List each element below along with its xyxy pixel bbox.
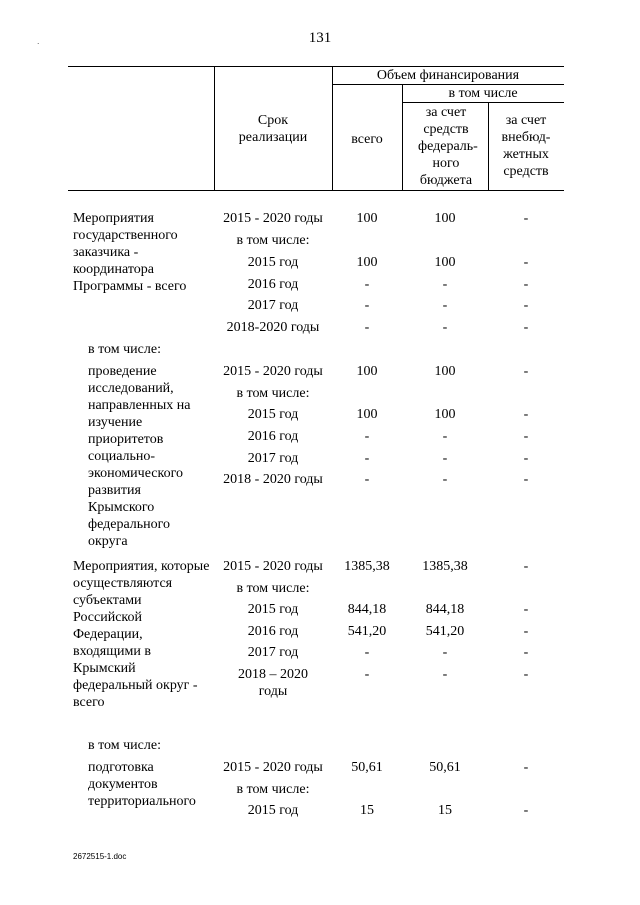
row-extra: - <box>523 624 529 639</box>
section-label: в том числе: <box>88 342 161 357</box>
row-extra: - <box>523 803 529 818</box>
row-total: 844,18 <box>347 602 387 617</box>
row-federal: - <box>442 667 448 682</box>
row-total: - <box>364 298 370 313</box>
header-including: в том числе <box>448 86 518 101</box>
row-federal: 1385,38 <box>422 559 468 574</box>
row-extra: - <box>523 364 529 379</box>
row-total: 50,61 <box>351 760 383 775</box>
section-label: Мероприятия, которые осуществляются субъектами Российской Федерации, входящими в Крымский федеральный округ - всего <box>73 559 210 710</box>
row-period: 2017 год <box>247 645 299 660</box>
row-period: 2016 год <box>247 624 299 639</box>
row-total: - <box>364 645 370 660</box>
header-rule-including <box>402 102 564 103</box>
row-period: 2015 - 2020 годы <box>223 559 323 574</box>
page-number: 131 <box>308 30 332 46</box>
row-extra: - <box>523 559 529 574</box>
row-total: - <box>364 472 370 487</box>
row-period: 2016 год <box>247 277 299 292</box>
row-period: 2017 год <box>247 298 299 313</box>
row-period: 2018 - 2020 годы <box>223 472 323 487</box>
row-total: 541,20 <box>347 624 387 639</box>
header-total: всего <box>351 132 383 147</box>
row-period: в том числе: <box>236 233 310 248</box>
row-extra: - <box>523 760 529 775</box>
section-label: подготовка документов территориального <box>88 760 196 809</box>
row-extra: - <box>523 211 529 226</box>
row-extra: - <box>523 320 529 335</box>
row-extra: - <box>523 667 529 682</box>
section-label: Мероприятия государственного заказчика - координатора Программы - всего <box>73 211 187 294</box>
row-period: 2015 - 2020 годы <box>223 211 323 226</box>
row-federal: 15 <box>438 803 452 818</box>
row-total: - <box>364 667 370 682</box>
row-federal: - <box>442 320 448 335</box>
row-total: 100 <box>356 211 378 226</box>
row-federal: - <box>442 277 448 292</box>
row-period: 2015 - 2020 годы <box>223 364 323 379</box>
row-total: 100 <box>356 255 378 270</box>
row-extra: - <box>523 451 529 466</box>
row-federal: 100 <box>434 364 456 379</box>
row-extra: - <box>523 298 529 313</box>
row-period: в том числе: <box>236 782 310 797</box>
row-period: 2017 год <box>247 451 299 466</box>
row-period: 2015 год <box>247 803 299 818</box>
header-volume: Объем финансирования <box>376 68 520 83</box>
row-total: - <box>364 320 370 335</box>
section-label: проведение исследований, направленных на изучение приоритетов социально-экономического развития Крымского федерального округа <box>88 364 191 549</box>
row-period: 2015 год <box>247 407 299 422</box>
header-term: Срок реализации <box>238 113 308 145</box>
row-federal: 100 <box>434 211 456 226</box>
row-total: - <box>364 429 370 444</box>
scan-mark: · <box>37 40 40 48</box>
row-period: 2018 – 2020 годы <box>238 667 308 699</box>
section-label: в том числе: <box>88 738 161 753</box>
row-period: 2016 год <box>247 429 299 444</box>
row-period: в том числе: <box>236 581 310 596</box>
row-extra: - <box>523 602 529 617</box>
row-total: 100 <box>356 407 378 422</box>
row-extra: - <box>523 277 529 292</box>
row-extra: - <box>523 472 529 487</box>
row-extra: - <box>523 255 529 270</box>
row-federal: 844,18 <box>425 602 465 617</box>
header-divider-4 <box>488 102 489 190</box>
row-federal: - <box>442 298 448 313</box>
row-period: 2015 год <box>247 602 299 617</box>
row-federal: - <box>442 429 448 444</box>
row-total: - <box>364 451 370 466</box>
row-period: 2015 - 2020 годы <box>223 760 323 775</box>
row-total: 100 <box>356 364 378 379</box>
row-total: 1385,38 <box>344 559 390 574</box>
header-divider-2 <box>332 66 333 190</box>
header-divider-1 <box>214 66 215 190</box>
header-bottom-rule <box>68 190 564 191</box>
row-period: 2015 год <box>247 255 299 270</box>
row-federal: 100 <box>434 255 456 270</box>
header-federal: за счет средств федераль-ного бюджета <box>418 105 478 188</box>
row-federal: 100 <box>434 407 456 422</box>
row-federal: 50,61 <box>429 760 461 775</box>
row-extra: - <box>523 407 529 422</box>
row-federal: - <box>442 645 448 660</box>
document-filename: 2672515-1.doc <box>73 852 127 861</box>
row-total: - <box>364 277 370 292</box>
row-period: в том числе: <box>236 386 310 401</box>
row-extra: - <box>523 429 529 444</box>
header-extrabudget: за счет внебюд-жетных средств <box>501 113 551 179</box>
row-federal: 541,20 <box>425 624 465 639</box>
row-federal: - <box>442 472 448 487</box>
row-total: 15 <box>360 803 374 818</box>
row-period: 2018-2020 годы <box>226 320 320 335</box>
row-extra: - <box>523 645 529 660</box>
row-federal: - <box>442 451 448 466</box>
